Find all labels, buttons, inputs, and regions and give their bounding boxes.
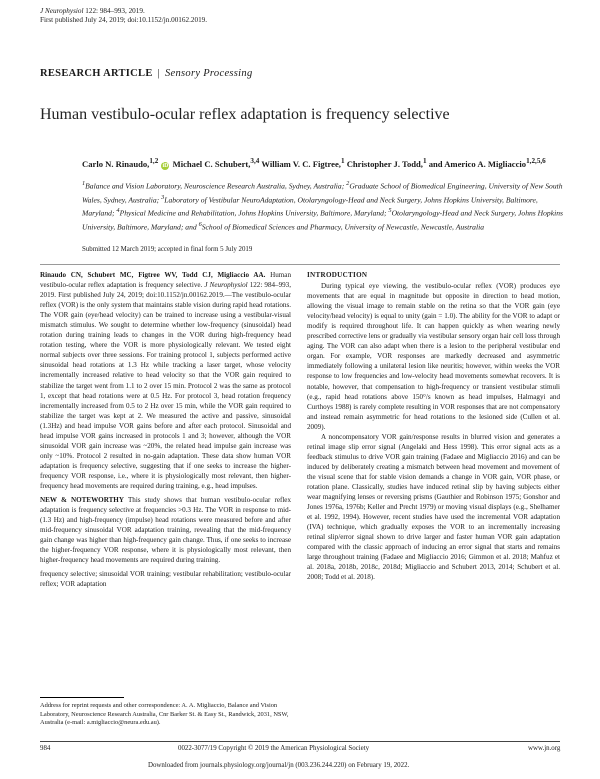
affiliation: Physical Medicine and Rehabilitation, Johns Hopkins University, Baltimore, Maryland;	[119, 209, 389, 218]
abstract-text: The vestibulo-ocular reflex (VOR) is the only system that maintains stable vision during rapid head rotations. The VOR gain (eye/head velocity) can be trained to increase using a vestibular-visual mismatch stimulus. We sought to determine whether low-frequency (sinusoidal) head rotation during training leads to changes in the VOR during high-frequency head rotation testing, where the VOR is more physiologically relevant. We tested eight normal subjects over three sessions. For training protocol 1, subjects performed active sinusoidal head rotations at 1.3 Hz while tracking a laser target, whose velocity incrementally increased relative to head velocity so that the VOR gain required to stabilize the target went from 1.1 to 2 over 15 min. Protocol 2 was the same as protocol 1, except that head rotations were at 0.5 Hz. For protocol 3, head rotation frequency incrementally increased from 0.5 to 2 Hz over 15 min, while the VOR gain required to stabilize the target was kept at 2. We measured the active and passive, sinusoidal (1.3Hz) and head impulse VOR gains before and after each protocol. Sinusoidal and head impulse VOR gains increased in protocols 1 and 3; however, although the VOR sinusoidal VOR gain increase was ~20%, the related head impulse gain increase was only ~10%. Protocol 2 resulted in no-gain adaptation. These data show human VOR adaptation is frequency selective, suggesting that if one seeks to increase the higher-frequency VOR response, i.e., where it is physiologically most relevant, then higher-frequency head movements are required during training, e.g., head impulses.	[40, 291, 291, 490]
author-sup: 3,4	[250, 157, 260, 165]
correspondence-footnote	[40, 697, 291, 728]
author-sup: 1,2,5,6	[526, 157, 546, 165]
affiliation: Laboratory of Vestibular NeuroAdaptation, Otolaryngology-Head and Neck Surgery, Johns Hopkins University, Baltimore, Maryland;	[82, 195, 538, 218]
affil-sup: 1	[82, 180, 86, 187]
journal-citation: 122: 984–993, 2019.	[83, 7, 145, 15]
affiliation: Graduate School of Biomedical Engineering, University of New South Wales, Sydney, Australia;	[82, 181, 563, 205]
copyright: 0022-3077/19 Copyright © 2019 the American Physiological Society	[178, 745, 370, 752]
introduction-paragraph-1: During typical eye viewing, the vestibulo-ocular reflex (VOR) produces eye movements that are equal in magnitude but opposite in direction to head motion, allowing the visual image to remain stable on the retina so that the VOR gain (eye velocity/head velocity) is equal to unity (gain = 1.0). The ability for the VOR to adapt or modify is required throughout life. It can happen quickly as when wearing newly prescribed corrective lens or gradually via vestibular sensory organ hair cell loss through aging. The VOR can also adapt when there is a lesion to the peripheral vestibular end organ. For example, VOR responses are markedly decreased and asymmetric immediately following a unilateral lesion like neuritis; however, within weeks the VOR response to low frequencies and low-velocity head movements somewhat recovers. It is notable, however, that compensation to high-frequency or transient vestibular stimuli (e.g., rapid head rotations above 150°/s known as head impulses, Halmagyi and Curthoys 1988) is rarely complete resulting in VOR responses that are not compensatory and instead remain asymmetric for head rotations to the lesioned side (Cullen et al. 2009).	[307, 282, 560, 431]
affiliation: School of Biomedical Sciences and Pharmacy, University of Newcastle, Newcastle, Australia	[201, 222, 484, 232]
abstract-cite-journal: J Neurophysiol	[204, 281, 248, 290]
introduction-paragraph-2: A noncompensatory VOR gain/response results in blurred vision and generates a retinal image slip error signal (Angelaki and Hess 1998). This error signal acts as a feedback stimulus to drive VOR gain training (Fadaee and Migliaccio 2016) and can be induced by deliberately creating a mismatch between head movement and movement of the visual scene that for stable vision demands a change in VOR gain, VOR phase, or rotation plane. Classically, studies have induced retinal slip by having subjects either wear magnifying lenses or reversing prisms (Gauthier and Robinson 1975; Gonshor and Jones 1976a, 1976b; Keller and Precht 1979) or moving visual displays (e.g., Shelhamer et al. 1992, 1994). However, recent studies have used the incremental VOR adaptation (IVA) technique, which gradually exposes the VOR to an incrementally increasing retinal slip/error signal shown to drive larger and faster human VOR gain adaptation compared with the classic approach of inducing an error signal that starts and remains large throughout training (Fadaee and Migliaccio 2016; Gimmon et al. 2018; Mahfuz et al. 2018a, 2018b, 2018c, 2018d; Migliaccio and Schubert 2013, 2014; Schubert et al. 2008; Todd et al. 2018).	[307, 432, 560, 582]
affil-sup: 2	[346, 180, 350, 187]
keywords: frequency selective; sinusoidal VOR training; vestibular rehabilitation; vestibulo-ocular reflex; VOR adaptation	[40, 570, 291, 589]
affiliations	[82, 178, 568, 233]
submission-dates: Submitted 12 March 2019; accepted in final form 5 July 2019	[82, 246, 253, 253]
affil-sup: 6	[198, 221, 202, 229]
journal-name: J Neurophysiol	[40, 7, 84, 15]
journal-published: First published July 24, 2019; doi:10.1152/jn.00162.2019.	[40, 16, 208, 24]
author-list	[82, 155, 568, 170]
journal-website-link[interactable]: www.jn.org	[528, 745, 561, 752]
author-sup: 1,2	[149, 157, 159, 165]
author-migliaccio[interactable]: and Americo A. Migliaccio	[428, 158, 527, 169]
affiliation: Otolaryngology-Head and Neck Surgery, Johns Hopkins University, Baltimore, Maryland; and	[82, 209, 563, 232]
new-noteworthy	[40, 495, 291, 565]
author-todd[interactable]: Christopher J. Todd,	[346, 158, 423, 169]
download-notice: Downloaded from journals.physiology.org/journal/jn (003.236.244.220) on February 19, 2022.	[148, 762, 410, 769]
introduction-heading: INTRODUCTION	[307, 271, 368, 279]
abstract-cite-authors: Rinaudo CN, Schubert MC, Figtree WV, Todd CJ, Migliaccio AA.	[40, 271, 266, 279]
right-column	[307, 270, 560, 582]
footer-divider	[40, 741, 560, 742]
article-section: Sensory Processing	[164, 68, 253, 79]
footnote-rule	[40, 697, 124, 698]
affil-sup: 5	[388, 207, 392, 215]
author-sup: 1	[340, 157, 345, 165]
page-number: 984	[40, 745, 51, 752]
new-noteworthy-text: This study shows that human vestibulo-ocular reflex adaptation is frequency selective at frequencies >0.3 Hz. The VOR in response to mid- (1.3 Hz) and high-frequency (impulse) head rotations were measured before and after mid-frequency sinusoidal VOR adaptation training, revealing that the mid-frequency gain change was higher than high-frequency gain change. Thus, if one seeks to increase the higher-frequency VOR response, where it is physiologically most relevant, then higher-frequency head movements are required during training.	[40, 496, 291, 565]
article-type-separator: |	[157, 68, 161, 79]
header-divider	[40, 264, 560, 265]
article-kind: RESEARCH ARTICLE	[40, 68, 153, 79]
left-column	[40, 270, 291, 589]
affil-sup: 4	[116, 207, 120, 215]
abstract-cite-title: Human vestibulo-ocular reflex adaptation is frequency selective.	[40, 271, 291, 290]
author-rinaudo[interactable]: Carlo N. Rinaudo,	[82, 158, 150, 169]
abstract-cite-rest[interactable]: 122: 984–993, 2019. First published July 24, 2019; doi:10.1152/jn.00162.2019.—	[40, 281, 292, 300]
affil-sup: 3	[161, 193, 165, 201]
orcid-icon[interactable]: iD	[162, 162, 169, 169]
article-type	[40, 68, 253, 79]
affiliation: Balance and Vision Laboratory, Neuroscience Research Australia, Sydney, Australia;	[85, 181, 347, 191]
article-title: Human vestibulo-ocular reflex adaptation is frequency selective	[40, 106, 450, 123]
author-figtree[interactable]: William V. C. Figtree,	[261, 158, 341, 169]
author-sup: 1	[422, 157, 427, 165]
abstract	[40, 270, 291, 491]
author-schubert[interactable]: Michael C. Schubert,	[172, 158, 251, 169]
correspondence-text: Address for reprint requests and other correspondence: A. A. Migliaccio, Balance and Vision Laboratory, Neuroscience Research Australia, Cnr Barker St. & Easy St., Randwick, 2031, NSW, Australia (e-mail: a.migliaccio@neura.edu.au).	[40, 702, 289, 727]
journal-header	[40, 7, 207, 25]
new-noteworthy-label: NEW & NOTEWORTHY	[40, 496, 124, 505]
